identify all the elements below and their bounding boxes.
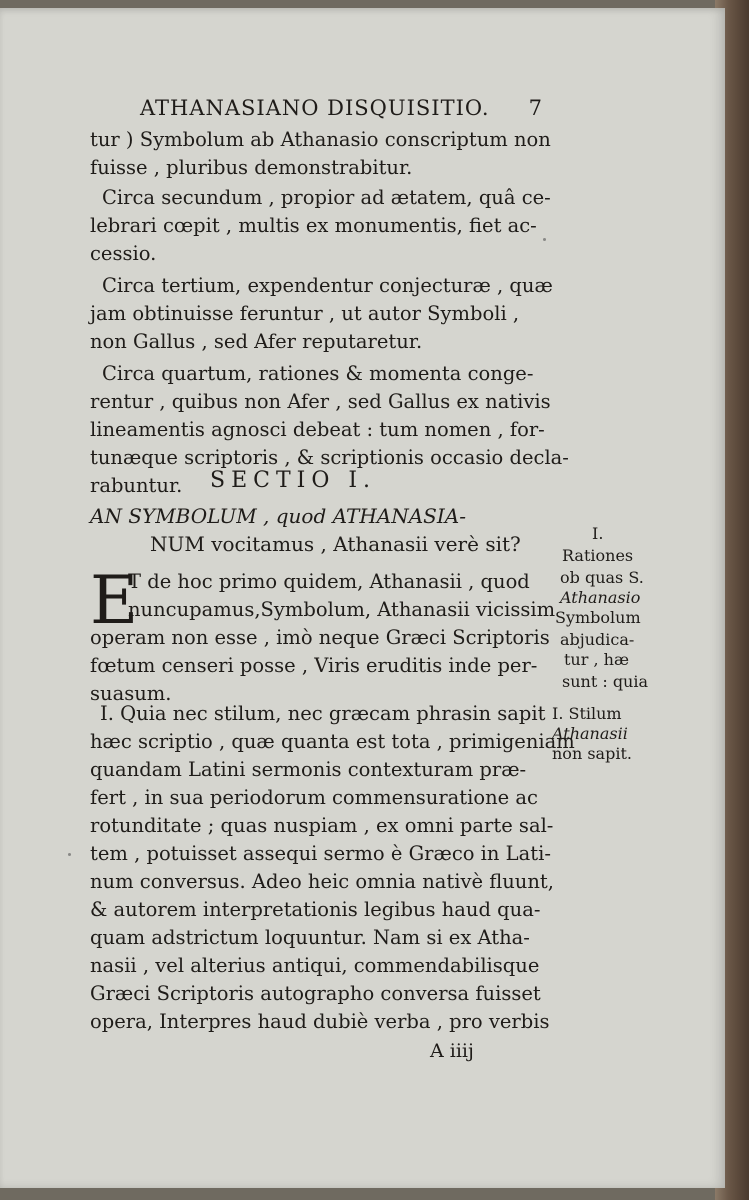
text-line: fœtum censeri posse , Viris eruditis inde per-	[90, 654, 538, 677]
text-line: hæc scriptio , quæ quanta est tota , primigeniam	[90, 730, 575, 753]
text-line: tur ) Symbolum ab Athanasio conscriptum non	[90, 128, 551, 151]
text-line: rotunditate ; quas nuspiam , ex omni parte sal-	[90, 814, 554, 837]
paper-spot	[68, 853, 71, 856]
text-line: nuncupamus,Symbolum, Athanasii vicissim	[128, 598, 556, 621]
margin-line: Athanasii	[552, 724, 628, 743]
margin-line: I.	[592, 524, 604, 543]
text-line: & autorem interpretationis legibus haud qua-	[90, 898, 541, 921]
text-line: opera, Interpres haud dubiè verba , pro verbis	[90, 1010, 550, 1033]
text-line: fert , in sua periodorum commensuratione ac	[90, 786, 538, 809]
text-line: non Gallus , sed Afer reputaretur.	[90, 330, 423, 353]
text-line: operam non esse , imò neque Græci Scriptoris	[90, 626, 550, 649]
running-head: ATHANASIANO DISQUISITIO.	[140, 96, 490, 120]
text-line: I. Quia nec stilum, nec græcam phrasin sapit	[100, 702, 546, 725]
signature-mark: A iiij	[430, 1040, 474, 1062]
text-line: Græci Scriptoris autographo conversa fuisset	[90, 982, 541, 1005]
text-line: jam obtinuisse feruntur , ut autor Symboli ,	[90, 302, 520, 325]
margin-line: abjudica-	[560, 630, 635, 649]
text-line: quam adstrictum loquuntur. Nam si ex Atha-	[90, 926, 530, 949]
text-line: cessio.	[90, 242, 157, 265]
text-line: rabuntur.	[90, 474, 183, 497]
text-line: lebrari cœpit , multis ex monumentis, fiet ac-	[90, 214, 537, 237]
margin-line: non sapit.	[552, 744, 632, 763]
text-line: lineamentis agnosci debeat : tum nomen , for-	[90, 418, 545, 441]
margin-line: sunt : quia	[562, 672, 649, 691]
margin-line: Rationes	[562, 546, 634, 565]
margin-line: tur , hæ	[564, 650, 629, 669]
text-line: num conversus. Adeo heic omnia nativè fluunt,	[90, 870, 554, 893]
margin-line: Symbolum	[555, 608, 641, 627]
page-number: 7	[528, 96, 542, 120]
margin-line: I. Stilum	[552, 704, 622, 723]
text-line: Circa tertium, expendentur conjecturæ , quæ	[102, 274, 553, 297]
section-question: NUM vocitamus , Athanasii verè sit?	[150, 532, 521, 556]
text-line: nasii , vel alterius antiqui, commendabilisque	[90, 954, 540, 977]
margin-line: ob quas S.	[560, 568, 644, 587]
text-line: tem , potuisset assequi sermo è Græco in Lati-	[90, 842, 551, 865]
text-line: T de hoc primo quidem, Athanasii , quod	[128, 570, 530, 593]
text-line: Circa quartum, rationes & momenta conge-	[102, 362, 534, 385]
margin-line: Athanasio	[560, 588, 641, 607]
text-line: quandam Latini sermonis contexturam præ-	[90, 758, 527, 781]
drop-capital: E	[90, 562, 139, 639]
paper-spot	[543, 238, 546, 241]
text-line: tunæque scriptoris , & scriptionis occasio decla-	[90, 446, 569, 469]
text-line: fuisse , pluribus demonstrabitur.	[90, 156, 413, 179]
book-page	[0, 8, 725, 1188]
text-line: suasum.	[90, 682, 172, 705]
text-line: rentur , quibus non Afer , sed Gallus ex nativis	[90, 390, 551, 413]
section-title: SECTIO I.	[210, 468, 377, 493]
text-line: Circa secundum , propior ad ætatem, quâ ce-	[102, 186, 551, 209]
section-question: AN SYMBOLUM , quod ATHANASIA-	[90, 504, 466, 528]
page-header	[140, 96, 550, 126]
